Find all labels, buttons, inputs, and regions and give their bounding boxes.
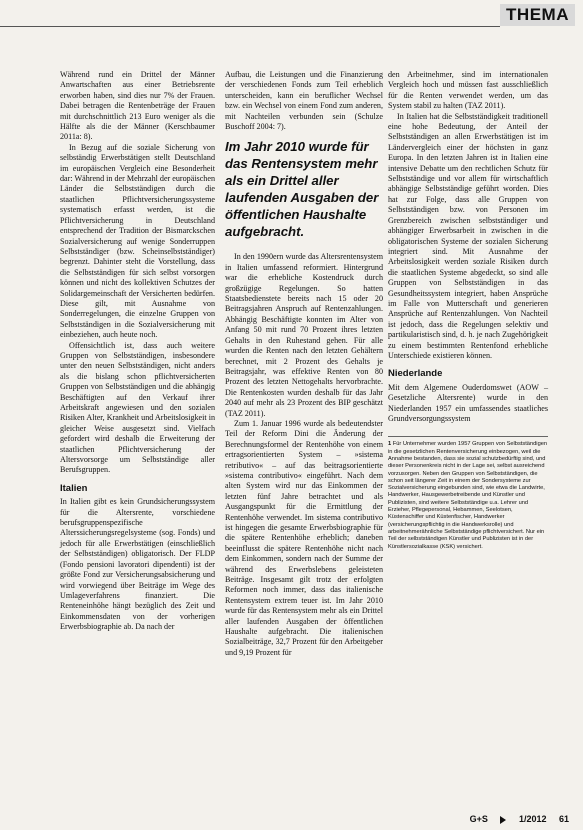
page-number: 61 [558, 814, 569, 824]
paragraph: Zum 1. Januar 1996 wurde als bedeutendster Teil der Reform Dini die Änderung der Berechnungsformel der Rentenhöhe von einem ertragsorientierten System – »sistema retributivo« – auf das beitragsorientierte »sistema contributivo« eingeführt. Nach dem alten System wird nur das Einkommen der letzten fünf Jahre betrachtet und als Ausgangspunkt für die Ermittlung der Rentenhöhe verwendet. Im sistema contributivo ist hingegen die gesamte Erwerbsbiographie für die spätere Rentenhöhe erheblich; daneben beeinflusst die spätere Rentenhöhe nicht nach dem Einkommen, sondern nach der Summe der während des Erwerbslebens geleisteten Beiträge. Insgesamt gilt trotz der erfolgten Reformen noch immer, dass das italienische Rentensystem extrem teuer ist. Im Jahr 2010 wurde für das Rentensystem mehr als ein Drittel aller laufenden Ausgaben der öffentlichen Haushalte aufgebracht. Die italienischen Sozialbeiträge, 32,7 Prozent für den Arbeitgeber und 9,19 Prozent für [225, 418, 383, 657]
column-right [388, 70, 548, 551]
section-heading-italien: Italien [60, 482, 88, 494]
paragraph: Mit dem Algemene Ouderdomswet (AOW – Gesetzliche Altersrente) wurde in den Niederlanden 1957 ein umfassendes staatliches Grundversorgungssystem [388, 382, 548, 423]
column-middle [225, 70, 383, 658]
pull-quote: Im Jahr 2010 wurde für das Rentensystem mehr als ein Drittel aller laufenden Ausgaben der öffentlichen Haushalte aufgebracht. [225, 139, 379, 240]
paragraph: den Arbeitnehmer, sind im internationalen Vergleich hoch und müssen fast ausschließlich für die Renten verwendet werden, um das System stabil zu halten (TAZ 2011). [388, 70, 548, 111]
header-rule [0, 26, 500, 27]
footnote-number: 1 [388, 441, 392, 448]
issue-number: 1/2012 [518, 814, 547, 824]
page-footer [460, 814, 569, 824]
paragraph: Aufbau, die Leistungen und die Finanzierung der verschiedenen Fonds zum Teil erheblich unterscheiden, kann ein beruflicher Wechsel bzw. ein Wechsel von einem Fond zum anderen, mit Nachteilen verbunden sein (Schulze Buschoff 2004: 7). [225, 70, 383, 132]
footnote [388, 441, 548, 550]
paragraph: In Italien hat die Selbstständigkeit traditionell eine hohe Bedeutung, der Anteil der Selbstständigen an allen Erwerbstätigen ist im Ländervergleich einer der höchsten in ganz Europa. In den letzten Jahren ist in Italien eine intensive Debatte um den rechtlichen Schutz für Selbstständige und vor allem für wirtschaftlich abhängige Selbstständige geführt worden. Dies hat zur Folge, dass alle Gruppen von Selbstständigen bzw. von Personen im Grenzbereich zwischen selbstständiger und abhängiger Erwerbsarbeit in zwischen in die obligatorischen Systeme der sozialen Sicherung integriert sind. Mit Ausnahme der Arbeitslosigkeit werden soziale Risiken durch die staatlichen Systeme abgedeckt, so sind alle Gruppen von Selbstständigen in das Gesundheitssystem integriert, haben Ansprüche im Falle von Mutterschaft und generieren Ansprüche auf Rentenzahlungen. Von Nachteil ist jedoch, dass die Regelungen selektiv und partikularistisch sind, d. h. je nach Zugehörigkeit zu einem bestimmten Rentenfond erhebliche Unterschiede existieren können. [388, 111, 548, 360]
journal-name: G+S [469, 814, 488, 824]
paragraph: In Bezug auf die soziale Sicherung von selbständig Erwerbstätigen stellt Deutschland im europäischen Vergleich eine Besonderheit dar: Während in der Mehrzahl der europäischen Länder die Selbstständigen durch die staatlichen Pflichtversicherungssysteme systematisch erfasst werden, ist die Pflichtversicherung in Deutschland entsprechend der Tradition der Bismarckschen Sozialversicherung auf wenige Sonderruppen Selbstständiger (bzw. Scheinselbstständiger) begrenzt. Dahinter steht die Vorstellung, dass die Selbstständigen für sich selbst vorsorgen können und nicht des kollektiven Schutzes der Solidargemeinschaft der Versicherten bedürfen. Diese gilt, mit Ausnahme von Sonderregelungen, die einzelne Gruppen von Selbstständigen in die Sozialversicherung mit einbeziehen, auch heute noch. [60, 142, 215, 340]
section-label: THEMA [500, 4, 575, 26]
footnote-text: Für Unternehmer wurden 1957 Gruppen von Selbstständigen in die gesetzlichen Rentenversicherung einbezogen, weil die Annahme bestanden, dass sie sozial schutzbedürftig sind, und dieser Personenkreis nicht in der Lage sei, selbst ausreichend vorzusorgen. Neben den Gruppen von Selbstständigen, die schon seit längerer Zeit in einem der Sondersysteme zur Sozialversicherung eingebunden sind, wie etwa die Landwirte, Handwerker, Hausgewerbetreibende und Künstler und Publizisten, sind weitere Selbstständige u.a. Lehrer und Erzieher, Pflegepersonal, Hebammen, Seelotsen, Küstenschiffer und Küstenfischer, Handwerker (versicherungspflichtig in die Handwerksrolle) und arbeitnehmerähnliche Selbstständige pflichtversichert. Nur ein Teil der selbstständigen Künstler und Publizisten ist in der Künstlersozialkasse (KSK) versichert. [388, 441, 548, 550]
paragraph: In den 1990ern wurde das Altersrentensystem in Italien umfassend reformiert. Hintergrund war die erhebliche Kostendruck durch großzügige Regelungen. So hatten Staatsbedienstete bereits nach 15 oder 20 Beitragsjahren Anspruch auf Rentenzahlungen. Abhängig Beschäftigte konnten im Alter von Anfang 50 mit rund 70 Prozent ihres letzten Gehalts in den Ruhestand gehen. Für alle wurden die Renten nach den letzten Gehältern berechnet, mit 2 Prozent des Gehalts je Beitragsjahr, was effektive Renten von 80 Prozent des letzten Nettogehalts hervorbrachte. Die Rentenkosten wurden deshalb für das Jahr 2040 auf mehr als 23 Prozent des BIP geschätzt (TAZ 2011). [225, 252, 383, 418]
page-header [0, 0, 583, 28]
paragraph: Während rund ein Drittel der Männer Anwartschaften aus einer Betriebsrente erworben haben, sind dies nur 7% der Frauen. Dabei betragen die Rentenbeträge der Frauen mit durchschnittlich 213 Euro weniger als die Hälfte als die der Männer (Kerschbaumer 2011a: 8). [60, 70, 215, 142]
arrow-icon [500, 816, 506, 824]
footnote-rule [388, 436, 548, 437]
paragraph: Offensichtlich ist, dass auch weitere Gruppen von Selbstständigen, insbesondere unter den neuen Selbstständigen, nicht anders als die bislang schon pflichtversicherten Gruppen von Selbstständigen und die abhängig Beschäftigten auf den Verkauf ihrer Arbeitskraft angewiesen und den sozialen Risiken Alter, Krankheit und Arbeitslosigkeit in gleicher Weise ausgesetzt sind. Vielfach gefordert wird deshalb die Erweiterung der staatlichen Pflichtversicherung der Altersvorsorge um Selbstständige aller Berufsgruppen. [60, 340, 215, 475]
paragraph: In Italien gibt es kein Grundsicherungssystem für die Altersrente, vorschiedene berufsgruppenspezifische Alterssicherungsregelsysteme (sog. Fonds) und jedoch für alle Erwerbstätigen (einschließlich der Selbstständigen) obligatorisch. Der FLDP (Fondo pensioni lavoratori dipendenti) ist der größte Fond zur Versicherungsabsicherung und wird vorwiegend über Beiträge im Wege des Umlageverfahrens finanziert. Die Renteneinhöhe hängt bezüglich des Zeit und Einkommensdaten von der vorherigen Erwerbsbiographie ab. Da nach der [60, 497, 215, 632]
column-left [60, 70, 215, 633]
section-heading-niederlande: Niederlande [388, 368, 443, 380]
